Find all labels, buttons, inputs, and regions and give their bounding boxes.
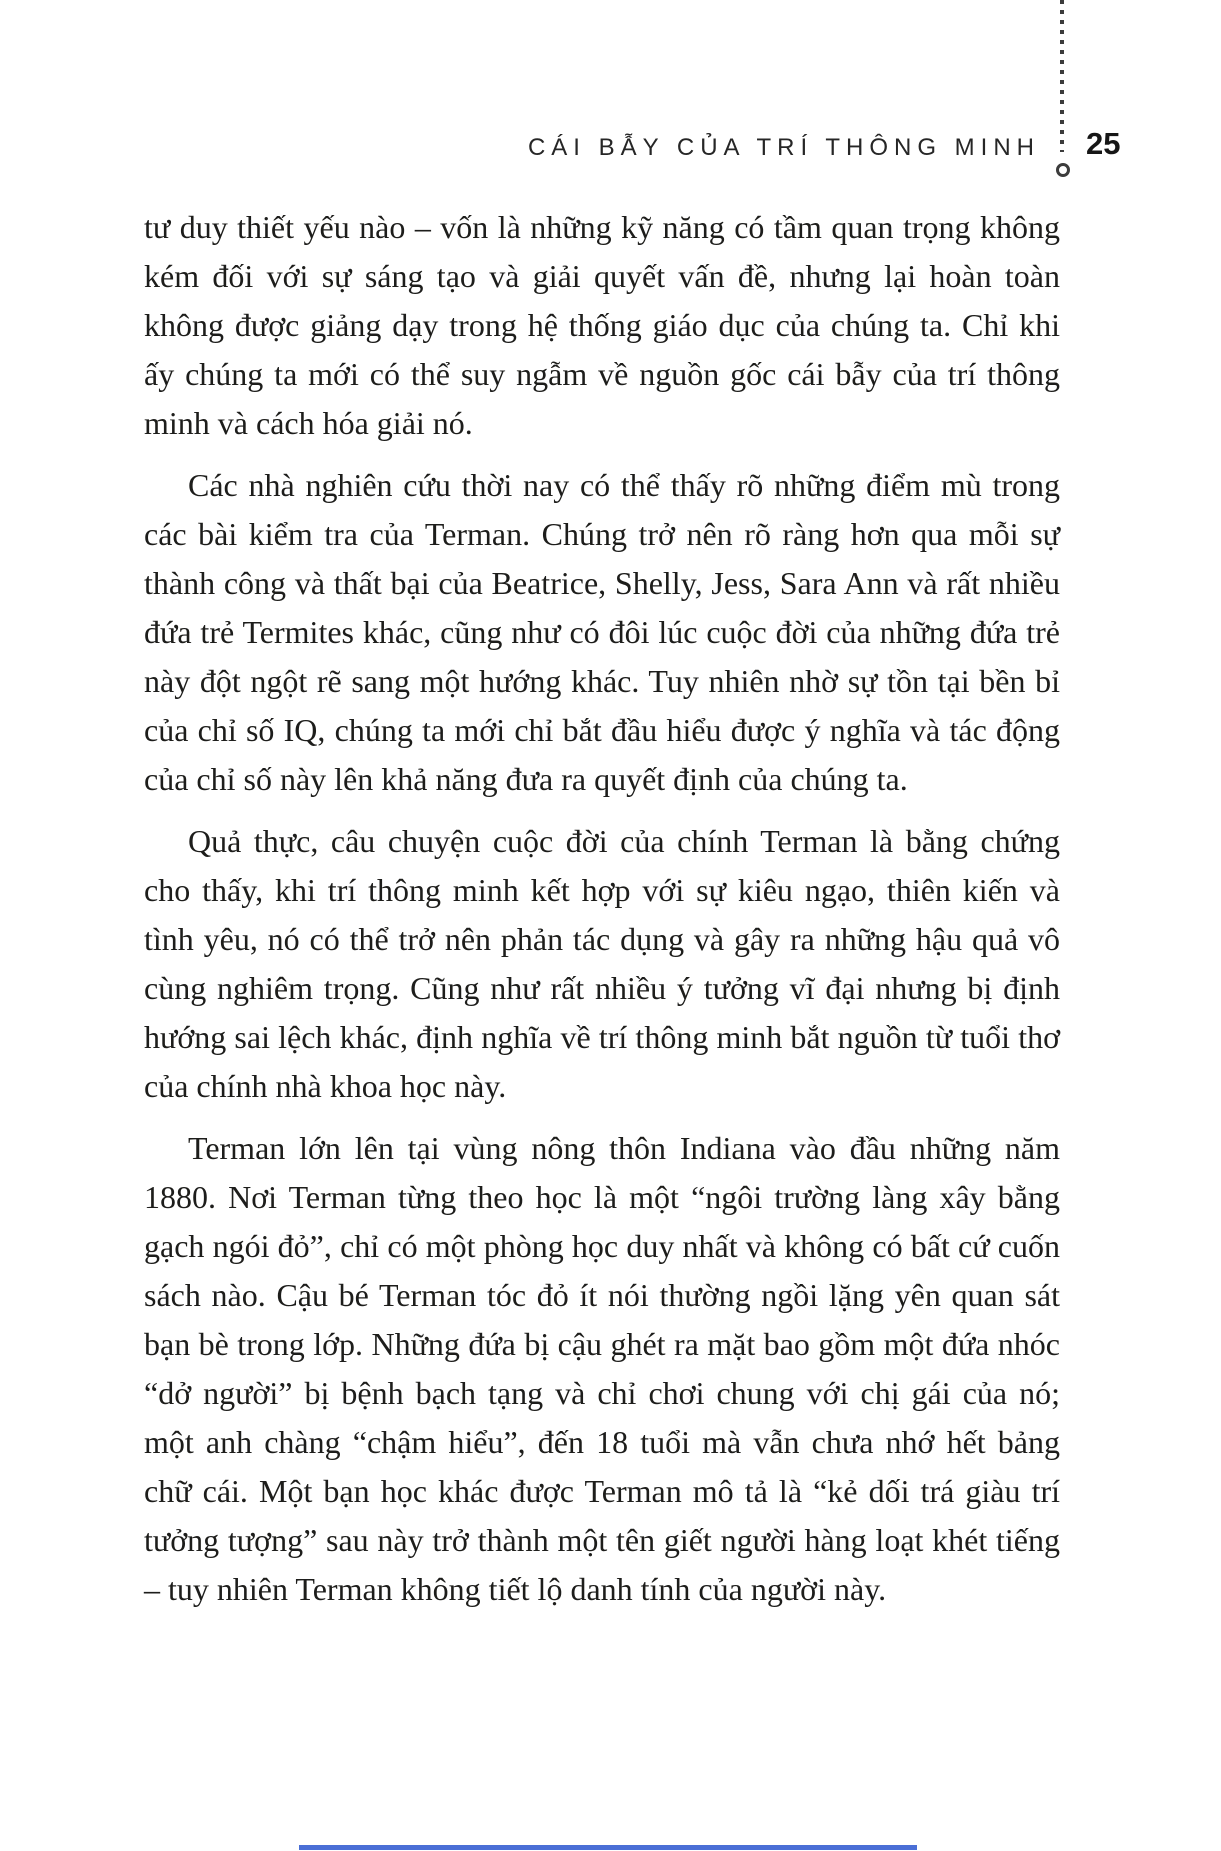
paragraph: tư duy thiết yếu nào – vốn là những kỹ năng có tầm quan trọng không kém đối với sự sáng tạo và giải quyết vấn đề, nhưng lại hoàn toàn không được giảng dạy trong hệ thống giáo dục của chúng ta. Chỉ khi ấy chúng ta mới có thể suy ngẫm về nguồn gốc cái bẫy của trí thông minh và cách hóa giải nó. — [144, 209, 1060, 441]
paragraph: Terman lớn lên tại vùng nông thôn Indiana vào đầu những năm 1880. Nơi Terman từng theo học là một “ngôi trường làng xây bằng gạch ngói đỏ”, chỉ có một phòng học duy nhất và không có bất cứ cuốn sách nào. Cậu bé Terman tóc đỏ ít nói thường ngồi lặng yên quan sát bạn bè trong lớp. Những đứa bị cậu ghét ra mặt bao gồm một đứa nhóc “dở người” bị bệnh bạch tạng và chỉ chơi chung với chị gái của nó; một anh chàng “chậm hiểu”, đến 18 tuổi mà vẫn chưa nhớ hết bảng chữ cái. Một bạn học khác được Terman mô tả là “kẻ dối trá giàu trí tưởng tượng” sau này trở thành một tên giết người hàng loạt khét tiếng – tuy nhiên Terman không tiết lộ danh tính của người này. — [144, 1130, 1060, 1607]
dotted-divider-line — [1060, 0, 1064, 152]
running-header-title: CÁI BẪY CỦA TRÍ THÔNG MINH — [527, 134, 1040, 161]
circle-ornament-icon — [1056, 163, 1070, 177]
paragraph: Các nhà nghiên cứu thời nay có thể thấy rõ những điểm mù trong các bài kiểm tra của Terman. Chúng trở nên rõ ràng hơn qua mỗi sự thành công và thất bại của Beatrice, Shelly, Jess, Sara Ann và rất nhiều đứa trẻ Termites khác, cũng như có đôi lúc cuộc đời của những đứa trẻ này đột ngột rẽ sang một hướng khác. Tuy nhiên nhờ sự tồn tại bền bỉ của chỉ số IQ, chúng ta mới chỉ bắt đầu hiểu được ý nghĩa và tác động của chỉ số này lên khả năng đưa ra quyết định của chúng ta. — [144, 467, 1060, 797]
page-number: 25 — [1086, 126, 1121, 161]
paragraph: Quả thực, câu chuyện cuộc đời của chính Terman là bằng chứng cho thấy, khi trí thông minh kết hợp với sự kiêu ngạo, thiên kiến và tình yêu, nó có thể trở nên phản tác dụng và gây ra những hậu quả vô cùng nghiêm trọng. Cũng như rất nhiều ý tưởng vĩ đại nhưng bị định hướng sai lệch khác, định nghĩa về trí thông minh bắt nguồn từ tuổi thơ của chính nhà khoa học này. — [144, 823, 1060, 1104]
bottom-accent-line — [299, 1845, 917, 1850]
body-text-block — [144, 203, 1060, 1627]
